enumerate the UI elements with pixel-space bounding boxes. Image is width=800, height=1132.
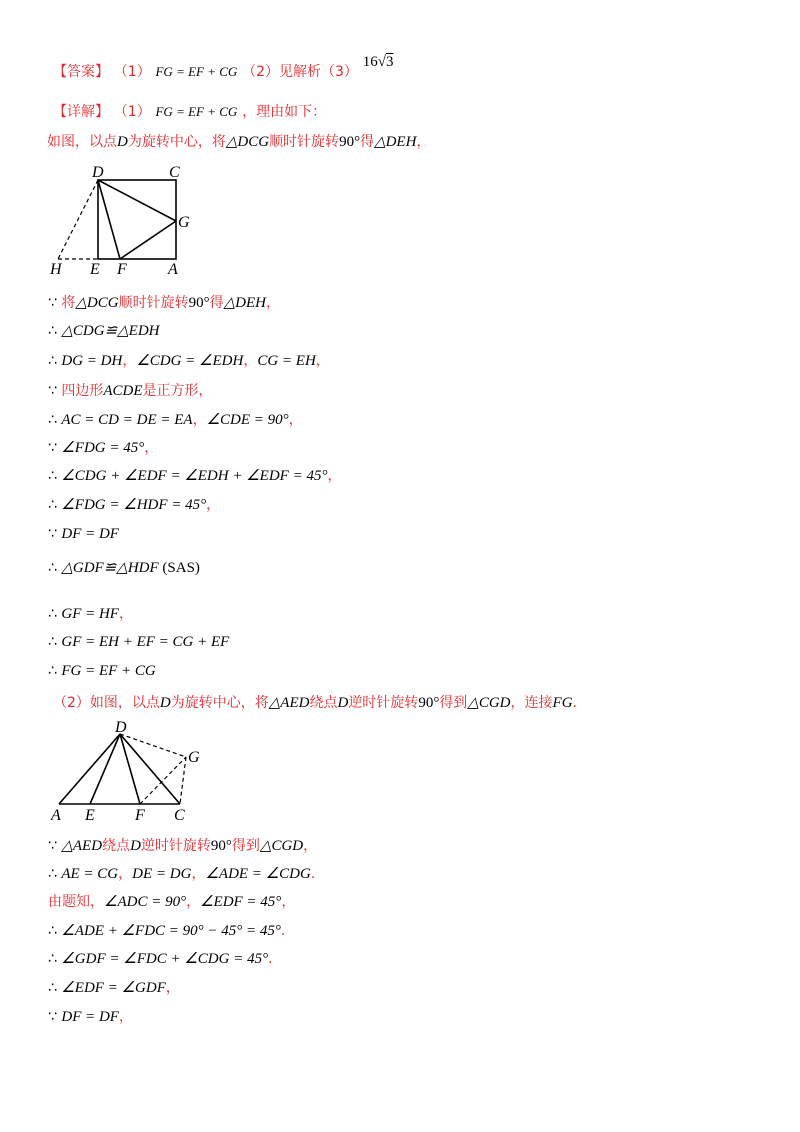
intro-seg: △DCG	[225, 134, 270, 150]
step-text: ∠GDF = ∠FDC + ∠CDG = 45°	[61, 951, 269, 967]
step-text: 顺时针旋转	[118, 295, 189, 311]
therefore-icon: ∴	[48, 980, 62, 996]
proof-step	[48, 465, 341, 486]
step-text: ，	[118, 606, 133, 622]
step-text: △CGD	[259, 838, 304, 854]
step-text: ，	[288, 412, 303, 428]
step-text: .	[280, 923, 286, 939]
detail-reason: ，理由如下：	[242, 104, 327, 120]
step-text: 90°	[210, 838, 232, 854]
label-F: F	[117, 261, 127, 278]
step-text: 将	[61, 295, 76, 311]
because-icon: ∵	[48, 383, 62, 399]
therefore-icon: ∴	[48, 663, 62, 679]
step-text: ∠ADE + ∠FDC = 90° − 45° = 45°	[61, 923, 281, 939]
step-text: ∠EDF = 45°	[200, 894, 282, 910]
step-text: ，	[327, 468, 342, 484]
therefore-icon: ∴	[48, 323, 62, 339]
step-text: ，	[191, 866, 206, 882]
step-text: 绕点	[102, 838, 131, 854]
proof-step	[48, 437, 158, 458]
step-text: ∠ADE = ∠CDG	[205, 866, 311, 882]
step-text: ，	[303, 838, 318, 854]
step-text: △GDF≌△HDF	[61, 560, 159, 576]
step-text: ∠EDF = ∠GDF	[61, 980, 166, 996]
step-text: ，	[118, 1009, 133, 1025]
step-text: .	[310, 866, 316, 882]
step-text: 逆时针旋转	[140, 838, 211, 854]
step-text: ，	[243, 353, 258, 369]
step-text: DG = DH	[61, 353, 123, 369]
label-A: A	[51, 807, 61, 824]
because-icon: ∵	[48, 526, 62, 542]
intro-seg: 顺时针旋转	[269, 134, 340, 150]
segment-fg	[120, 221, 176, 259]
step-text: D	[159, 695, 171, 711]
step-text: 为旋转中心，将	[170, 695, 269, 711]
detail-intro	[47, 131, 430, 152]
proof-step	[48, 891, 295, 912]
answer-line	[53, 54, 394, 82]
segment-dg	[98, 180, 176, 221]
answer-value3	[363, 52, 394, 70]
label-F: F	[135, 807, 145, 824]
step-text: △AED	[61, 838, 103, 854]
label-D: D	[92, 164, 104, 181]
segment-dh	[58, 180, 98, 259]
label-E: E	[90, 261, 100, 278]
segment-fg	[140, 757, 186, 804]
proof-step	[48, 603, 133, 624]
detail-line	[53, 101, 326, 122]
intro-seg: 得	[360, 134, 375, 150]
step-text: GF = EH + EF = CG + EF	[61, 634, 230, 650]
segment-df	[98, 180, 120, 259]
therefore-icon: ∴	[48, 468, 62, 484]
label-C: C	[169, 164, 180, 181]
figure-triangle-rotation	[45, 720, 215, 830]
proof-step	[48, 977, 180, 998]
proof-step	[48, 523, 119, 544]
step-text: D	[130, 838, 141, 854]
step-text: ，	[265, 295, 280, 311]
answer-part1: （1）	[113, 64, 151, 80]
step-text: ∠ADC = 90°	[104, 894, 187, 910]
step-text: FG = EF + CG	[61, 663, 156, 679]
because-icon: ∵	[48, 295, 62, 311]
intro-seg: 如图，以点	[47, 134, 117, 150]
therefore-icon: ∴	[48, 353, 62, 369]
intro-seg: 为旋转中心，将	[127, 134, 226, 150]
step-text: .	[572, 695, 577, 711]
step-text: 得到	[231, 838, 260, 854]
step-text: 90°	[418, 695, 440, 711]
intro-seg: △DEH	[374, 134, 417, 150]
segment-gc	[180, 757, 186, 804]
proof-step	[48, 409, 303, 430]
therefore-icon: ∴	[48, 634, 62, 650]
figure-square-rotation	[40, 160, 200, 280]
step-text: ACDE	[103, 383, 143, 399]
step-text: ，	[144, 440, 159, 456]
therefore-icon: ∴	[48, 951, 62, 967]
step-text: DE = DG	[132, 866, 192, 882]
step-text: △CGD	[467, 695, 511, 711]
step-text: ，	[281, 894, 296, 910]
step-text: DF = DF	[61, 1009, 119, 1025]
step-text: （2）如图，以点	[53, 695, 160, 711]
intro-seg: 90°	[339, 134, 361, 150]
step-text: ，	[118, 866, 133, 882]
step-text: 四边形	[61, 383, 104, 399]
proof-step	[48, 494, 220, 515]
proof-step	[48, 660, 156, 681]
proof-step	[48, 557, 200, 578]
proof-step	[48, 1006, 133, 1027]
therefore-icon: ∴	[48, 866, 62, 882]
proof-step	[48, 920, 285, 941]
step-text: DF = DF	[61, 526, 119, 542]
label-E: E	[85, 807, 95, 824]
because-icon: ∵	[48, 838, 62, 854]
step-text: ，	[165, 980, 180, 996]
step-text: 90°	[188, 295, 210, 311]
intro-seg: D	[117, 134, 128, 150]
intro-seg: ，	[416, 134, 431, 150]
step-text: 得到	[439, 695, 468, 711]
segment-ed	[90, 734, 120, 804]
proof-step	[48, 631, 229, 652]
step-text: ∠FDG = 45°	[61, 440, 145, 456]
step-text: ∠FDG = ∠HDF = 45°	[61, 497, 207, 513]
segment-ad	[59, 734, 120, 804]
therefore-icon: ∴	[48, 497, 62, 513]
because-icon: ∵	[48, 1009, 62, 1025]
answer-part2: （2）见解析（3）	[242, 64, 358, 80]
step-text: 绕点	[309, 695, 338, 711]
label-H: H	[50, 261, 62, 278]
answer-tag: 【答案】	[53, 64, 109, 80]
step-text: ∠CDE = 90°	[206, 412, 289, 428]
step-text: △CDG≌△EDH	[61, 323, 160, 339]
sqrt-icon: √	[377, 54, 386, 70]
proof-step	[48, 292, 280, 313]
step-text: △DEH	[223, 295, 266, 311]
therefore-icon: ∴	[48, 412, 62, 428]
detail-part1: （1）	[113, 104, 151, 120]
step-text: ，	[186, 894, 201, 910]
step-text: ，	[122, 353, 137, 369]
proof-step	[48, 835, 317, 856]
label-A: A	[168, 261, 178, 278]
step-text: 由题知，	[48, 894, 104, 910]
step-text: AE = CG	[61, 866, 119, 882]
step-text: .	[268, 951, 273, 967]
proof-step	[48, 350, 330, 371]
step-text: GF = HF	[61, 606, 119, 622]
step-text: △AED	[268, 695, 310, 711]
detail-tag: 【详解】	[53, 104, 109, 120]
because-icon: ∵	[48, 440, 62, 456]
answer-eq1: FG = EF + CG	[155, 64, 238, 79]
step-text: AC = CD = DE = EA	[61, 412, 193, 428]
step-text: FG	[552, 695, 573, 711]
step-text: ，	[206, 497, 221, 513]
step-text: ，	[315, 353, 330, 369]
detail-eq1: FG = EF + CG	[155, 104, 238, 119]
step-text: ∠CDG = ∠EDH	[136, 353, 244, 369]
label-C: C	[174, 807, 185, 824]
proof-step	[48, 380, 213, 401]
step-text: D	[337, 695, 349, 711]
label-G: G	[188, 749, 200, 766]
therefore-icon: ∴	[48, 560, 62, 576]
proof-step	[48, 948, 273, 969]
step-text: ∠CDG + ∠EDF = ∠EDH + ∠EDF = 45°	[61, 468, 328, 484]
proof-step	[48, 320, 160, 341]
step-text: △DCG	[75, 295, 119, 311]
step-text: CG = EH	[257, 353, 316, 369]
part2-intro	[53, 692, 577, 713]
proof-step	[48, 863, 315, 884]
step-text: ，连接	[510, 695, 553, 711]
step-text: ，	[192, 412, 207, 428]
therefore-icon: ∴	[48, 923, 62, 939]
step-text: 逆时针旋转	[348, 695, 419, 711]
answer-value3-rad: 3	[385, 54, 394, 70]
step-text: (SAS)	[158, 560, 200, 576]
step-text: 是正方形，	[142, 383, 213, 399]
therefore-icon: ∴	[48, 606, 62, 622]
answer-value3-num: 16	[362, 54, 378, 70]
step-text: 得	[209, 295, 224, 311]
label-G: G	[178, 214, 190, 231]
label-D: D	[115, 720, 127, 736]
